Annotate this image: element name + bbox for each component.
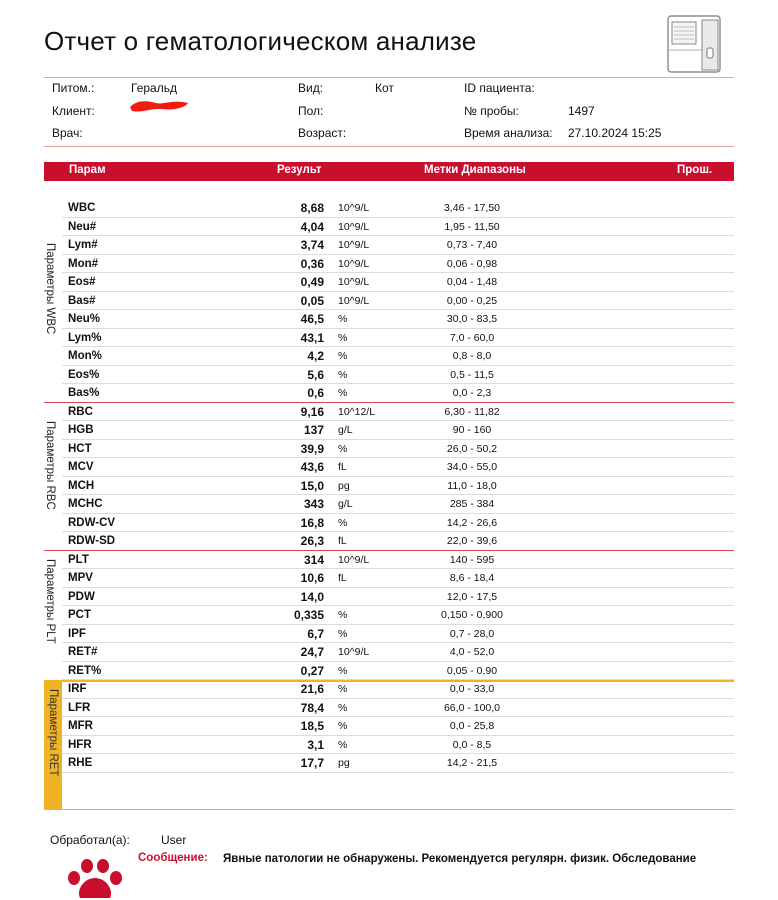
result-value: 14,0 [300,589,324,604]
reference-range: 0,05 - 0,90 [446,664,498,677]
table-row [62,680,734,699]
sample-no-label: № пробы: [464,104,519,118]
reference-range: 0,0 - 33,0 [449,683,495,695]
reference-range: 22,0 - 39,6 [446,535,498,547]
reference-range: 140 - 595 [449,553,495,566]
reference-range: 66,0 - 100,0 [443,701,501,714]
reference-range: 0,8 - 8,0 [452,350,492,362]
table-row [62,699,734,718]
result-value: 78,4 [300,700,324,715]
table-row [62,495,734,514]
table-row [62,199,734,218]
result-value: 17,7 [300,756,324,770]
ret-top-separator [44,680,734,682]
col-param-header: Парам [69,164,106,176]
plt-blank-row [62,661,734,680]
param-name: PCT [68,609,91,621]
unit-label: % [338,720,348,732]
unit-label: % [338,683,348,695]
table-row [62,625,734,644]
unit-label: % [338,331,348,344]
message-label: Сообщение: [138,852,208,864]
param-name: Neu# [68,220,97,233]
result-value: 46,5 [300,312,324,326]
table-row [62,514,734,533]
report-title: Отчет о гематологическом анализе [44,26,477,56]
unit-label: % [338,609,348,621]
table-row [62,310,734,329]
result-value: 5,6 [307,367,324,382]
result-value: 0,36 [300,256,324,271]
param-name: RDW-CV [68,516,116,529]
table-row [62,273,734,292]
analysis-time-label: Время анализа: [464,126,553,140]
unit-label: 10^9/L [338,202,370,214]
unit-label: 10^9/L [338,553,370,566]
unit-label: 10^9/L [338,257,370,270]
param-name: Mon# [68,257,99,270]
param-name: PDW [68,590,95,603]
result-value: 21,6 [300,682,324,696]
result-value: 6,7 [307,626,324,641]
ret-bottom-separator [44,809,734,810]
table-row [62,458,734,477]
paw-logo-icon [66,858,124,900]
reference-range: 0,73 - 7,40 [446,239,498,251]
col-prev-header: Прош. [677,164,713,176]
message-text: Явные патологии не обнаружены. Рекомендуется регулярн. физик. Обследование [223,853,697,865]
pet-label: Питом.: [52,81,95,95]
param-name: Eos# [68,276,96,288]
reference-range: 7,0 - 60,0 [449,331,495,344]
unit-label: fL [338,461,347,473]
result-value: 43,1 [300,330,324,345]
param-name: Eos% [68,368,100,381]
param-name: RET# [68,646,98,658]
sample-no-value: 1497 [568,104,595,118]
reference-range: 34,0 - 55,0 [446,461,498,473]
result-value: 16,8 [300,515,324,530]
table-row [62,569,734,588]
param-name: Bas# [68,294,96,307]
reference-range: 14,2 - 26,6 [446,516,498,529]
param-name: MCH [68,479,95,492]
result-value: 3,1 [307,737,324,752]
result-value: 4,04 [300,219,324,234]
client-label: Клиент: [52,104,95,118]
table-row [62,366,734,385]
table-row [62,532,734,551]
table-row [62,421,734,440]
param-name: IPF [68,627,86,640]
param-name: Mon% [68,350,102,362]
reference-range: 12,0 - 17,5 [446,590,498,603]
param-name: Bas% [68,387,100,399]
result-value: 343 [303,497,324,511]
header-top-rule [44,77,734,78]
unit-label: pg [338,757,350,769]
group-label-plt: Параметры PLT [44,559,56,644]
unit-label: 10^9/L [338,239,370,251]
result-value: 43,6 [300,460,324,474]
table-row [62,754,734,773]
unit-label: % [338,516,348,529]
reference-range: 6,30 - 11,82 [444,405,500,418]
header-bottom-rule [44,146,734,147]
param-name: MCV [68,461,94,473]
reference-range: 4,0 - 52,0 [449,646,495,658]
unit-label: 10^9/L [338,646,370,658]
reference-range: 0,04 - 1,48 [446,276,498,288]
reference-range: 0,00 - 0,25 [446,294,498,307]
col-result-header: Результ [277,164,322,176]
reference-range: 11,0 - 18,0 [447,479,497,492]
processed-by-value: User [161,833,187,847]
results-table-header [44,162,734,181]
doctor-label: Врач: [52,126,83,140]
processed-by-label: Обработал(а): [50,833,130,847]
unit-label: fL [338,572,347,584]
table-row [62,218,734,237]
unit-label: pg [338,479,350,492]
param-name: MPV [68,572,93,584]
reference-range: 0,0 - 8,5 [452,738,492,751]
sex-label: Пол: [298,104,324,118]
unit-label: % [338,664,348,677]
table-row [62,440,734,459]
param-name: Neu% [68,313,100,325]
reference-range: 0,5 - 11,5 [450,368,494,381]
result-value: 0,27 [300,663,324,678]
result-value: 10,6 [300,571,324,585]
table-row [62,384,734,403]
result-value: 9,16 [300,404,324,419]
table-row [62,588,734,607]
table-row [62,347,734,366]
unit-label: % [338,627,348,640]
result-value: 3,74 [300,238,324,252]
param-name: MCHC [68,498,103,510]
unit-label: % [338,738,348,751]
table-row [62,255,734,274]
patient-id-label: ID пациента: [464,81,535,95]
reference-range: 0,7 - 28,0 [449,627,495,640]
table-row [62,403,734,422]
result-value: 26,3 [300,534,324,548]
result-value: 15,0 [300,478,324,493]
result-value: 314 [303,552,324,567]
unit-label: 10^9/L [338,220,370,233]
age-label: Возраст: [298,126,347,140]
table-row [62,717,734,736]
plt-blank-row [62,643,734,662]
unit-label: % [338,313,348,325]
unit-label: 10^9/L [338,276,370,288]
reference-range: 26,0 - 50,2 [446,442,498,455]
param-name: RBC [68,405,93,418]
reference-range: 1,95 - 11,50 [444,220,500,233]
unit-label: g/L [338,498,353,510]
table-row [62,477,734,496]
unit-label: fL [338,535,347,547]
param-name: HFR [68,738,92,751]
reference-range: 0,0 - 25,8 [449,720,495,732]
param-name: HCT [68,442,92,455]
reference-range: 30,0 - 83,5 [446,313,498,325]
param-name: Lym# [68,239,98,251]
table-row [62,606,734,625]
reference-range: 0,0 - 2,3 [452,387,492,399]
result-value: 0,6 [307,386,324,400]
param-name: IRF [68,683,87,695]
result-value: 0,335 [293,608,324,622]
result-value: 8,68 [300,201,324,215]
unit-label: 10^12/L [338,405,376,418]
table-row [62,736,734,755]
group-label-wbc: Параметры WBC [44,243,56,335]
param-name: HGB [68,424,94,436]
group-label-rbc: Параметры RBC [44,421,56,510]
table-row [62,551,734,570]
pet-value: Геральд [131,81,177,95]
unit-label: % [338,442,348,455]
param-name: WBC [68,202,96,214]
species-value: Кот [375,81,394,95]
reference-range: 0,150 - 0,900 [441,609,503,621]
param-name: RDW-SD [68,535,116,547]
param-name: LFR [68,701,91,714]
table-row [62,236,734,255]
rbc-plt-separator [44,550,734,551]
unit-label: 10^9/L [338,294,370,307]
reference-range: 0,06 - 0,98 [446,257,498,270]
result-value: 18,5 [300,719,324,733]
param-name: RHE [68,757,93,769]
reference-range: 285 - 384 [449,498,495,510]
reference-range: 90 - 160 [452,424,492,436]
result-value: 39,9 [300,441,324,456]
result-value: 24,7 [300,645,324,659]
table-row [62,292,734,311]
param-name: RET% [68,664,102,677]
result-value: 4,2 [307,349,324,363]
group-label-ret: Параметры RET [47,689,59,777]
result-value: 0,49 [300,275,324,289]
result-value: 0,05 [300,293,324,308]
reference-range: 3,46 - 17,50 [443,202,501,214]
col-ranges-header: Метки Диапазоны [424,164,526,176]
species-label: Вид: [298,81,324,95]
unit-label: % [338,387,348,399]
reference-range: 14,2 - 21,5 [446,757,498,769]
unit-label: % [338,350,348,362]
unit-label: % [338,368,348,381]
unit-label: g/L [338,424,353,436]
wbc-rbc-separator [44,402,734,403]
redacted-client-scribble [128,97,192,115]
reference-range: 8,6 - 18,4 [449,572,495,584]
analyzer-device-icon [662,10,728,76]
result-value: 137 [303,423,324,437]
param-name: MFR [68,720,93,732]
unit-label: % [338,701,348,714]
table-row [62,329,734,348]
param-name: PLT [68,553,89,566]
analysis-time-value: 27.10.2024 15:25 [568,126,662,140]
param-name: Lym% [68,331,102,344]
